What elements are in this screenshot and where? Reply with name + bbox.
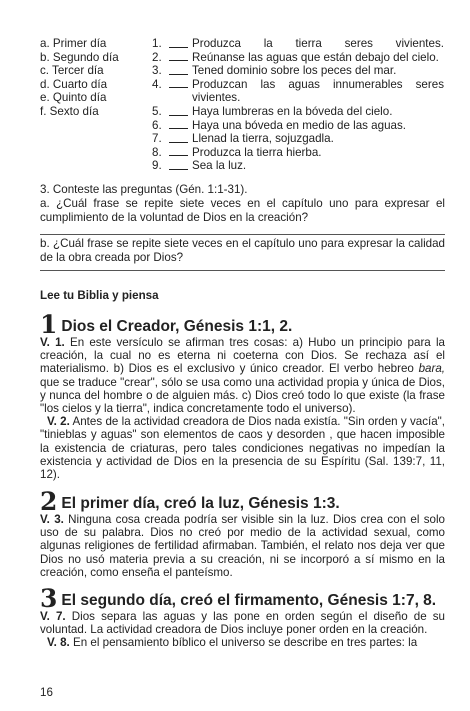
answer-line-a[interactable] bbox=[40, 234, 445, 235]
statement-item bbox=[152, 105, 444, 119]
exercise-3-instruction: 3. Conteste las preguntas (Gén. 1:1-31). bbox=[40, 183, 248, 196]
paragraph-text: Dios separa las aguas y las pone en orden según el diseño de su voluntad. La actividad creadora de Dios incluye poner orden en la creación. bbox=[40, 610, 446, 637]
statement-number: 5. bbox=[152, 104, 162, 118]
verse-ref: V. 2. bbox=[47, 415, 70, 429]
answer-blank[interactable] bbox=[166, 105, 192, 119]
paragraph bbox=[40, 636, 445, 649]
statement-item bbox=[152, 146, 444, 160]
verse-ref: V. 3. bbox=[40, 513, 64, 526]
statement-number: 2. bbox=[152, 50, 162, 64]
statement-number: 4. bbox=[152, 77, 162, 91]
answer-blank[interactable] bbox=[166, 132, 192, 146]
statement-item bbox=[152, 159, 444, 173]
paragraph bbox=[40, 513, 445, 579]
day-item: a. Primer día bbox=[40, 37, 107, 50]
section-number: 1 bbox=[40, 310, 58, 339]
section-heading-text: El primer día, creó la luz, Génesis 1:3. bbox=[61, 495, 340, 512]
verse-ref: V. 8. bbox=[47, 636, 70, 650]
statement-continuation: vivientes. bbox=[192, 91, 241, 105]
answer-blank[interactable] bbox=[166, 37, 192, 51]
section-heading bbox=[40, 310, 450, 339]
statement-text: Produzcan las aguas innumerables seres bbox=[192, 77, 444, 91]
statement-number: 7. bbox=[152, 132, 162, 146]
page-number: 16 bbox=[40, 686, 53, 699]
answer-blank[interactable] bbox=[166, 119, 192, 133]
statement-number: 1. bbox=[152, 37, 162, 50]
verse-ref: V. 7. bbox=[40, 610, 66, 623]
statement-item bbox=[152, 37, 444, 51]
section-heading-text: Dios el Creador, Génesis 1:1, 2. bbox=[61, 318, 293, 335]
answer-blank[interactable] bbox=[166, 64, 192, 78]
question-a: a. ¿Cuál frase se repite siete veces en el capítulo uno para expresar el cumplimiento de la voluntad de Dios en la creación? bbox=[40, 197, 445, 224]
statement-number: 8. bbox=[152, 145, 162, 159]
section-heading-text: El segundo día, creó el firmamento, Génesis 1:7, 8. bbox=[61, 592, 437, 609]
section-heading bbox=[40, 487, 450, 516]
paragraph-text: que se traduce "crear", sólo se usa como una actividad propia y única de Dios, y nunca del hombre o de alguien más. c) Dios creó todo lo que existe (la frase "los cielos y la tierra", indica concretamente todo el universo). bbox=[40, 375, 445, 416]
statement-item bbox=[152, 51, 444, 65]
paragraph bbox=[40, 336, 445, 415]
statement-text: Haya una bóveda en medio de las aguas. bbox=[192, 118, 406, 132]
statement-text: Reúnanse las aguas que están debajo del cielo. bbox=[192, 50, 439, 64]
statement-number: 6. bbox=[152, 118, 162, 132]
answer-blank[interactable] bbox=[166, 146, 192, 160]
emphasis: bara, bbox=[418, 362, 445, 376]
day-item: e. Quinto día bbox=[40, 91, 107, 105]
statements-list bbox=[152, 37, 444, 173]
verse-ref: V. 1. bbox=[40, 336, 65, 349]
statement-number: 3. bbox=[152, 64, 162, 78]
section-heading bbox=[40, 584, 450, 613]
question-b: b. ¿Cuál frase se repite siete veces en el capítulo uno para expresar la calidad de la obra creada por Dios? bbox=[40, 237, 445, 264]
answer-blank[interactable] bbox=[166, 51, 192, 65]
day-item: f. Sexto día bbox=[40, 104, 99, 118]
paragraph-text: Antes de la actividad creadora de Dios nada existía. "Sin orden y vacía", "tinieblas y aguas" son elementos de caos y desorden , que hacen imposible la existencia de criaturas, pero tales condiciones negativas no impedían la existencia y actividad de Dios en la presencia de su Espíritu (Sal. 139:7, 11, 12). bbox=[40, 415, 446, 482]
day-item: b. Segundo día bbox=[40, 50, 119, 64]
section-body bbox=[40, 610, 445, 650]
statement-item bbox=[152, 119, 444, 133]
statement-item bbox=[152, 78, 444, 92]
statement-number: 9. bbox=[152, 159, 162, 173]
day-item: c. Tercer día bbox=[40, 64, 104, 78]
paragraph-text: En este versículo se afirman tres cosas: a) Hubo un principio para la creación, la cual no es eterna ni coeterna con Dios. Se rechaza así el materialismo. b) Dios es el exclusivo y único creador. El verbo hebreo bbox=[40, 336, 445, 376]
paragraph bbox=[40, 415, 445, 481]
section-body bbox=[40, 513, 445, 579]
paragraph-text: En el pensamiento bíblico el universo se describe en tres partes: la bbox=[69, 636, 418, 650]
paragraph bbox=[40, 610, 445, 636]
statement-item bbox=[152, 132, 444, 146]
answer-line-b[interactable] bbox=[40, 270, 445, 271]
section-title: Lee tu Biblia y piensa bbox=[40, 289, 159, 302]
statement-text: Tened dominio sobre los peces del mar. bbox=[192, 64, 397, 78]
section-body bbox=[40, 336, 445, 481]
answer-blank[interactable] bbox=[166, 78, 192, 92]
section-number: 2 bbox=[40, 487, 58, 516]
statement-text: Sea la luz. bbox=[192, 159, 247, 173]
statement-item bbox=[152, 64, 444, 78]
days-list bbox=[40, 37, 119, 119]
statement-text: Produzca la tierra hierba. bbox=[192, 145, 322, 159]
statement-text: Haya lumbreras en la bóveda del cielo. bbox=[192, 104, 393, 118]
day-item: d. Cuarto día bbox=[40, 77, 108, 91]
answer-blank[interactable] bbox=[166, 159, 192, 173]
statement-text: Llenad la tierra, sojuzgadla. bbox=[192, 132, 334, 146]
statement-text: Produzca la tierra seres vivientes. bbox=[192, 37, 444, 50]
section-number: 3 bbox=[40, 584, 58, 613]
paragraph-text: Ninguna cosa creada podría ser visible sin la luz. Dios crea con el solo uso de su palabra. Dios no creó por medio de la actividad sexual, como algunas religiones de fertilidad afirmaban. También, el relato nos deja ver que Dios no usó materia previa a su creación, ni se incorporó a sí mismo en la creación, como enseña el panteísmo. bbox=[40, 513, 445, 579]
